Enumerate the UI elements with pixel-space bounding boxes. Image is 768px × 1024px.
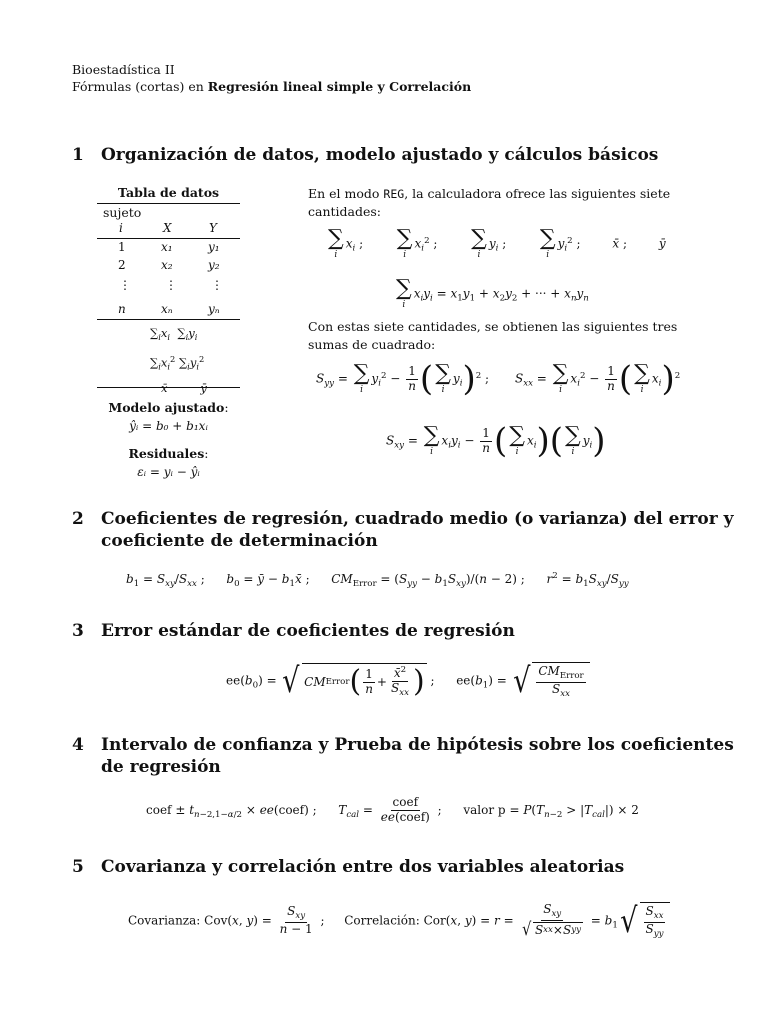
subtitle-prefix: Fórmulas (cortas) en — [72, 79, 208, 94]
fitted-model-label: Modelo ajustado: — [108, 400, 229, 415]
cell: ⋮ — [211, 278, 223, 292]
standard-error-formulas: $ee(b_0)$ = √ CM Error ( $\frac{1}{n}$ + $\frac{x̄^2}{S_{xx}}$ ) ; $ee(b_1)$ = √ $\frac{CM_{Error}}{S_{xx}}$ — [226, 662, 590, 700]
regression-coefficients-formulas: $b_1 = S_{xy}/S_{xx}$ ; $b_0$ = ȳ − $b_1x̄$ ; $CM_{Error} = (S_{yy} - b_1S_{xy})/(n - 2)$ ; $r^2 = b_1S_{xy}/S_{yy}$ — [126, 571, 629, 589]
cm-error-subscript: Error — [352, 578, 377, 589]
p1-before: En el modo — [308, 186, 384, 201]
sxx-formula: $S_{xx}$ = ∑ i $x_i^2$ − $\frac{1}{n}$ ( ∑ i $x_i)^2$ — [515, 359, 681, 399]
residuals-equation: εᵢ = yᵢ − ŷᵢ — [137, 465, 200, 479]
covariance-correlation-formulas: Covarianza: Cov(x, y) = $\frac{S_{xy}}{n - 1}$ ; Correlación: Cor(x, y) = r = $S_{xy}$ √ S xx × S yy = $b_1$ √ $\frac{S_{xx}}{S_{yy}}$ — [128, 902, 670, 940]
section-title: Organización de datos, modelo ajustado y cálculos básicos — [101, 145, 659, 165]
table-caption: Tabla de datos — [117, 185, 220, 200]
data-table — [97, 184, 240, 202]
covarianza-label: Covarianza: — [128, 913, 201, 928]
section-3-heading — [72, 620, 752, 644]
cell: 1 — [118, 240, 126, 254]
syy-formula: $S_{yy}$ = ∑ i $y_i^2$ − $\frac{1}{n}$ ( ∑ i $y_i)^2$ ; — [316, 359, 490, 399]
table-bottom-rule — [97, 387, 240, 388]
residuals-label-text: Residuales — [128, 446, 205, 461]
section-number: 5 — [72, 857, 84, 877]
mean-row: x̄ ȳ — [150, 381, 207, 396]
coef-label: coef — [392, 795, 419, 809]
cell: n — [118, 302, 126, 316]
cell: x₁ — [161, 240, 173, 254]
cross-product-sum: ∑ i $x_iy_i = x_1y_1 + x_2y_2$ + ··· + $x_ny_n$ — [396, 276, 589, 310]
section-title: Intervalo de confianza y Prueba de hipótesis sobre los coeficientes de regresión — [101, 735, 734, 777]
cm-error-subscript: Error — [325, 677, 350, 688]
section-number: 1 — [72, 145, 84, 165]
cell: x₂ — [161, 258, 173, 272]
col-header-x: X — [163, 221, 172, 235]
cor-label: Cor — [423, 913, 446, 928]
cell: y₁ — [208, 240, 220, 254]
cell: xₙ — [161, 302, 173, 316]
model-block — [97, 399, 240, 481]
p1-after: , la calculadora ofrece las siguientes siete cantidades: — [308, 186, 671, 219]
document-subtitle — [72, 78, 471, 95]
table-group-label: sujeto — [103, 205, 142, 220]
section-title: Error estándar de coeficientes de regresión — [101, 621, 515, 641]
section-1-heading — [72, 144, 752, 168]
col-header-i: i — [119, 221, 123, 235]
seven-quantities: ∑ i $x_i$ ; ∑ i $x_i^2$ ; ∑ i $y_i$ ; ∑ i $y_i^2$ ; x̄ ; ȳ — [328, 226, 666, 260]
sxy-formula: $S_{xy}$ = ∑ i $x_iy_i$ − $\frac{1}{n}$ ( ∑ i $x_i$)( ∑ i $y_i$) — [386, 421, 606, 461]
coef-label: coef — [146, 802, 172, 817]
residuals-label: Residuales: — [128, 446, 209, 461]
calculator-paragraph — [308, 185, 694, 221]
section-number: 4 — [72, 735, 84, 755]
confidence-interval-formulas: coef ± $t_{n-2,1-\alpha/2}$ × ee(coef) ; $T_{cal}$ = $\frac{\text{coef}}{\text{ee(coef)}}$ ; valor $p = P(T_{n-2} > |T_{cal}|) \times 2$ — [146, 795, 639, 824]
section-number: 2 — [72, 509, 84, 529]
sum-row-1: $\sum_ix_i$ $\sum_iy_i$ — [150, 326, 198, 342]
sum-row-2: $\sum_ix_i^2$ $\sum_iy_i^2$ — [150, 353, 205, 372]
document-header — [72, 61, 471, 95]
course-name: Bioestadística II — [72, 62, 175, 77]
section-title: Covarianza y correlación entre dos variables aleatorias — [101, 857, 625, 877]
fitted-model-equation: ŷᵢ = b₀ + b₁xᵢ — [129, 419, 208, 433]
valor-p-label: valor p — [463, 802, 506, 817]
section-number: 3 — [72, 621, 84, 641]
fitted-label-text: Modelo ajustado — [108, 400, 225, 415]
coef-label: coef — [399, 809, 426, 824]
cell: ⋮ — [165, 278, 177, 292]
col-header-y: Y — [209, 221, 217, 235]
calculator-mode: REG — [383, 187, 405, 201]
ee-label: ee — [226, 673, 241, 688]
table-sum-rule — [97, 319, 240, 320]
section-4-heading — [72, 734, 752, 780]
section-title: Coeficientes de regresión, cuadrado medio (o varianza) del error y coeficiente de determinación — [101, 509, 734, 551]
sums-of-squares-paragraph: Con estas siete cantidades, se obtienen las siguientes tres sumas de cuadrado: — [308, 319, 678, 352]
cov-label: Cov — [204, 913, 228, 928]
cell: yₙ — [208, 302, 220, 316]
cell: 2 — [118, 258, 126, 272]
coef-label: coef — [278, 802, 305, 817]
section-2-heading — [72, 508, 752, 554]
section-5-heading — [72, 856, 752, 880]
cell: y₂ — [208, 258, 220, 272]
correlacion-label: Correlación: — [344, 913, 420, 928]
ee-label: ee — [456, 673, 471, 688]
cell: ⋮ — [119, 278, 131, 292]
subtitle-topic: Regresión lineal simple y Correlación — [207, 79, 472, 94]
table-header-rule — [97, 238, 240, 239]
cm-error-subscript: Error — [559, 671, 584, 682]
